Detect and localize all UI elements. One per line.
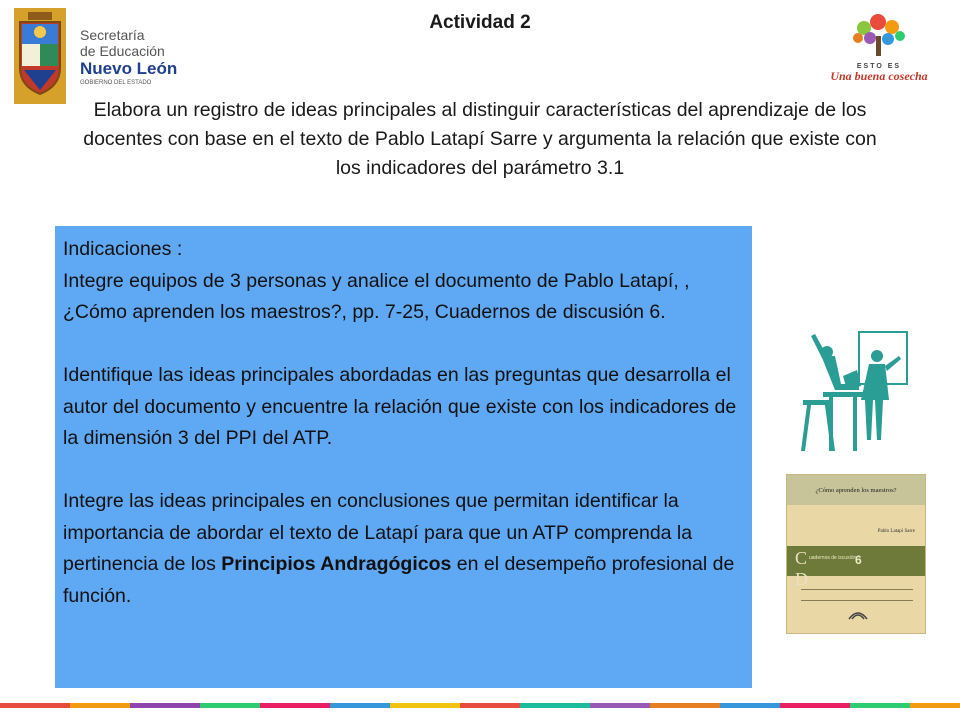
indications-paragraph-1: Integre equipos de 3 personas y analice el documento de Pablo Latapí, , ¿Cómo aprenden los maestros?, pp. 7-25, Cuadernos de discusión 6.	[63, 269, 690, 323]
activity-description: Elabora un registro de ideas principales al distinguir características del aprendizaje de los docentes con base en el texto de Pablo Latapí Sarre y argumenta la relación que existe con los indicadores del parámetro 3.1	[83, 99, 877, 179]
book-author: Pablo Latapí Sarre	[877, 529, 915, 534]
teacher-student-illustration	[793, 330, 911, 456]
buena-cosecha-logo	[812, 14, 946, 88]
page-title: Actividad 2	[429, 12, 531, 33]
logo-line3: Nuevo León	[80, 59, 178, 78]
indications-paragraph-2: Identifique las ideas principales abordadas en las preguntas que desarrolla el autor del documento y encuentre la relación que existe con los indicadores de la dimensión 3 del PPI del ATP.	[63, 364, 737, 449]
book-series-label: uadernos de iscusión	[809, 555, 857, 561]
book-title: ¿Cómo aprenden los maestros?	[815, 487, 897, 494]
book-cover-image	[786, 474, 926, 634]
logo-bottom-text: Una buena cosecha	[830, 69, 928, 83]
logo-line4: GOBIERNO DEL ESTADO	[80, 80, 152, 86]
sep-logo-icon	[847, 607, 869, 621]
paragraph-3-end: en el desempeño profesional de función.	[63, 553, 735, 607]
logo-top-text: ESTO ES	[856, 63, 902, 70]
indications-panel	[55, 226, 752, 688]
logo-line1: Secretaría	[80, 27, 145, 43]
principios-andragogicos: Principios Andragógicos	[221, 553, 452, 575]
footer-color-stripe	[0, 703, 960, 708]
logo-line2: de Educación	[80, 43, 165, 59]
book-series-number: 6	[855, 553, 862, 567]
tree-icon	[853, 14, 905, 56]
indications-paragraph-3	[63, 486, 742, 612]
paragraph-3-text: Integre las ideas principales en conclusiones que permitan identificar la importancia de abordar el texto de Latapí para que un ATP comprenda la pertinencia de los	[63, 490, 693, 575]
book-series-letters: C D	[795, 548, 808, 589]
indications-heading: Indicaciones :	[63, 238, 183, 260]
